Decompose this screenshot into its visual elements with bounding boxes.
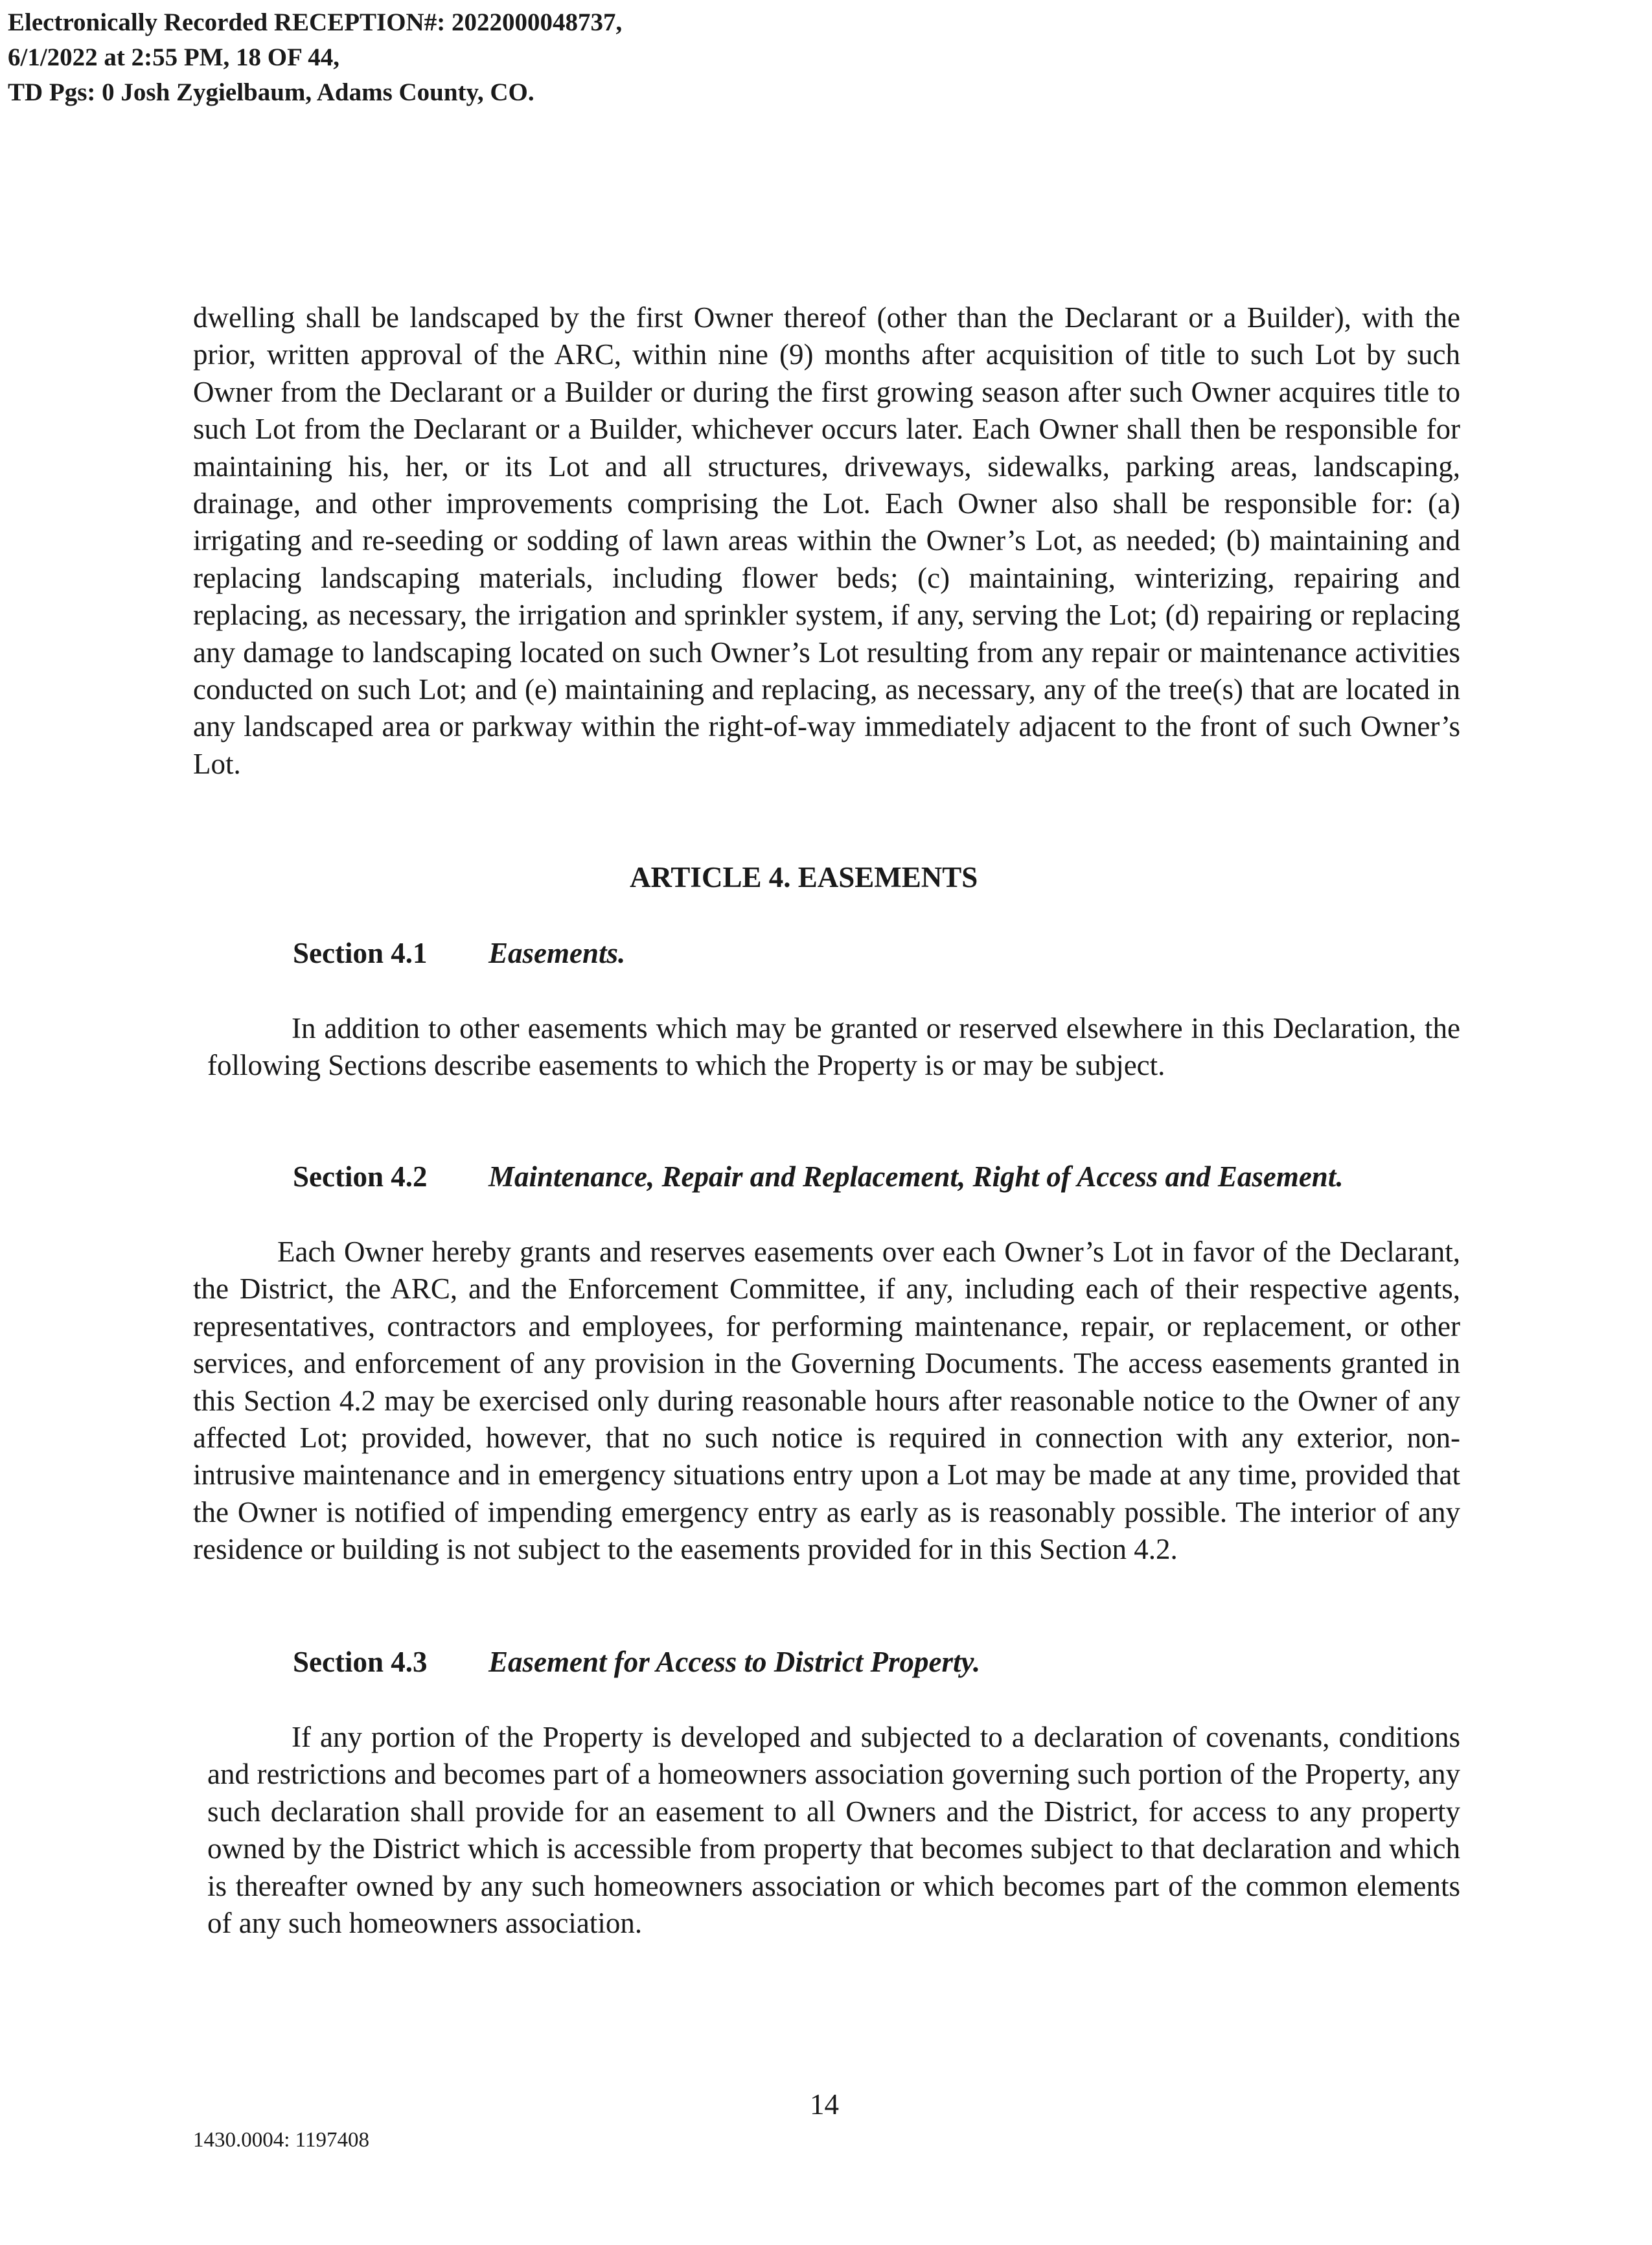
section-title: Easement for Access to District Property. xyxy=(488,1646,981,1678)
section-4-2-heading xyxy=(293,1158,1344,1195)
section-number: Section 4.2 xyxy=(293,1160,428,1193)
section-4-3-heading xyxy=(293,1644,980,1681)
page-number: 14 xyxy=(810,2088,839,2121)
document-id: 1430.0004: 1197408 xyxy=(193,2128,369,2152)
continuation-paragraph: dwelling shall be landscaped by the first Owner thereof (other than the Declarant or a Builder), with the prior, written approval of the ARC, within nine (9) months after acquisition of title to such Lot by such Owner from the Declarant or a Builder or during the first growing season after such Owner acquires title to such Lot from the Declarant or a Builder, whichever occurs later. Each Owner shall then be responsible for maintaining his, her, or its Lot and all structures, driveways, sidewalks, parking areas, landscaping, drainage, and other improvements comprising the Lot. Each Owner also shall be responsible for: (a) irrigating and re-seeding or sodding of lawn areas within the Owner’s Lot, as needed; (b) maintaining and replacing landscaping materials, including flower beds; (c) maintaining, winterizing, repairing and replacing, as necessary, the irrigation and sprinkler system, if any, serving the Lot; (d) repairing or replacing any damage to landscaping located on such Owner’s Lot resulting from any repair or maintenance activities conducted on such Lot; and (e) maintaining and replacing, as necessary, any of the tree(s) that are located in any landscaped area or parkway within the right-of-way immediately adjacent to the front of such Owner’s Lot. xyxy=(193,301,1460,780)
section-number: Section 4.1 xyxy=(293,937,428,969)
recording-header xyxy=(8,5,622,110)
recording-header-line-2: 6/1/2022 at 2:55 PM, 18 OF 44, xyxy=(8,43,339,71)
section-title: Easements. xyxy=(488,937,626,969)
recording-header-line-1: Electronically Recorded RECEPTION#: 2022000048737, xyxy=(8,8,623,36)
recording-header-line-3: TD Pgs: 0 Josh Zygielbaum, Adams County, CO. xyxy=(8,78,534,106)
section-4-1-heading xyxy=(293,935,625,972)
section-number: Section 4.3 xyxy=(293,1646,428,1678)
section-title: Maintenance, Repair and Replacement, Right of Access and Easement. xyxy=(488,1160,1344,1193)
article-title: ARTICLE 4. EASEMENTS xyxy=(630,861,978,893)
section-4-2-text: Each Owner hereby grants and reserves easements over each Owner’s Lot in favor of the Declarant, the District, the ARC, and the Enforcement Committee, if any, including each of their respective agents, representatives, contractors and employees, for performing maintenance, repair, or replacement, or other services, and enforcement of any provision in the Governing Documents. The access easements granted in this Section 4.2 may be exercised only during reasonable hours after reasonable notice to the Owner of any affected Lot; provided, however, that no such notice is required in connection with any exterior, non-intrusive maintenance and in emergency situations entry upon a Lot may be made at any time, provided that the Owner is notified of impending emergency entry as early as is reasonably possible. The interior of any residence or building is not subject to the easements provided for in this Section 4.2. xyxy=(193,1236,1460,1566)
section-4-3-text: If any portion of the Property is developed and subjected to a declaration of covenants, conditions and restrictions and becomes part of a homeowners association governing such portion of the Property, any such declaration shall provide for an easement to all Owners and the District, for access to any property owned by the District which is accessible from property that becomes subject to that declaration and which is thereafter owned by any such homeowners association or which becomes part of the common elements of any such homeowners association. xyxy=(207,1721,1460,1940)
section-4-1-text: In addition to other easements which may be granted or reserved elsewhere in this Declaration, the following Sections describe easements to which the Property is or may be subject. xyxy=(207,1012,1460,1082)
